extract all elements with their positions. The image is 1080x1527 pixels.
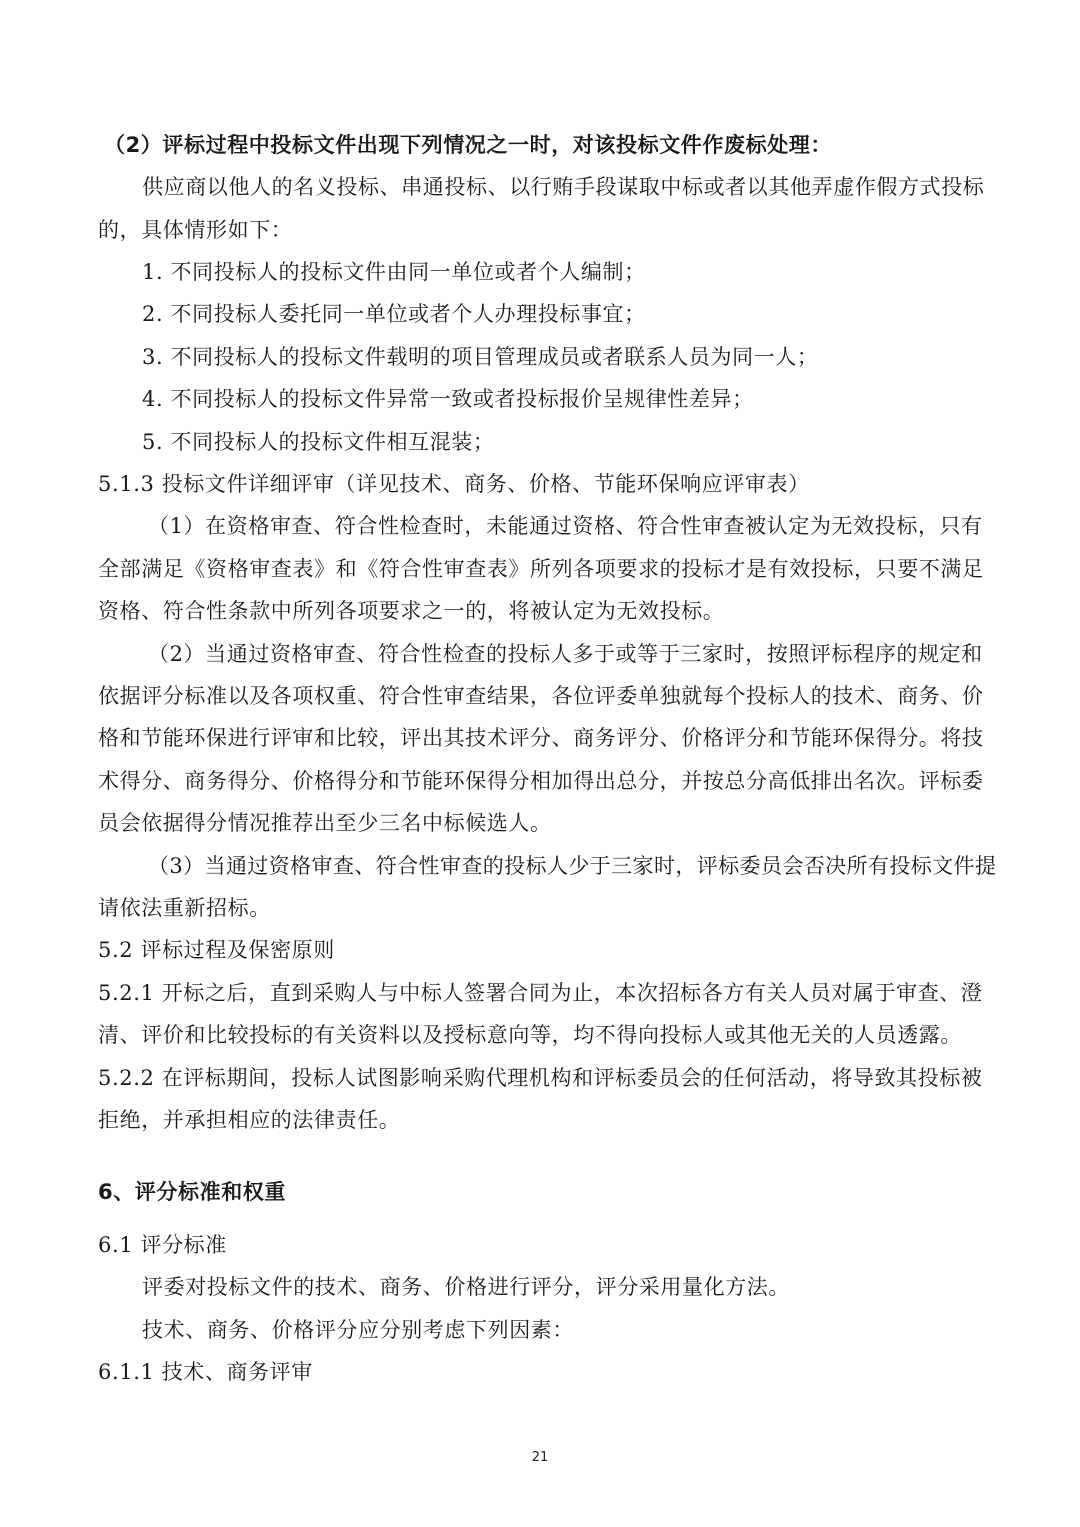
paragraph-line: 员会依据得分情况推荐出至少三名中标候选人。 [98, 811, 552, 835]
section-heading-6-1-1: 6.1.1 技术、商务评审 [98, 1360, 313, 1384]
paragraph-line: 依据评分标准以及各项权重、符合性审查结果，各位评委单独就每个投标人的技术、商务、价 [98, 684, 984, 708]
paragraph-line: 技术、商务、价格评分应分别考虑下列因素： [142, 1318, 574, 1342]
list-item: 2. 不同投标人委托同一单位或者个人办理投标事宜； [142, 302, 646, 326]
list-item: 1. 不同投标人的投标文件由同一单位或者个人编制； [142, 260, 646, 284]
paragraph-line: 格和节能环保进行评审和比较，评出其技术评分、商务评分、价格评分和节能环保得分。将技 [98, 726, 984, 750]
paragraph-line: （2）当通过资格审查、符合性检查的投标人多于或等于三家时，按照评标程序的规定和 [148, 642, 983, 666]
clause-2-heading: （2）评标过程中投标文件出现下列情况之一时，对该投标文件作废标处理： [104, 133, 833, 157]
list-item: 4. 不同投标人的投标文件异常一致或者投标报价呈规律性差异； [142, 387, 754, 411]
list-item: 5. 不同投标人的投标文件相互混装； [142, 430, 495, 454]
list-item: 3. 不同投标人的投标文件载明的项目管理成员或者联系人员为同一人； [142, 345, 819, 369]
page-number: 21 [531, 1450, 549, 1465]
paragraph-line: 请依法重新招标。 [98, 896, 271, 920]
section-heading-5-1-3: 5.1.3 投标文件详细评审（详见技术、商务、价格、节能环保响应评审表） [98, 472, 810, 496]
paragraph-line: 术得分、商务得分、价格得分和节能环保得分相加得出总分，并按总分高低排出名次。评标委 [98, 769, 984, 793]
paragraph-line: 5.2.1 开标之后，直到采购人与中标人签署合同为止，本次招标各方有关人员对属于审查、澄 [98, 981, 983, 1005]
paragraph-line: 的，具体情形如下： [98, 218, 293, 242]
paragraph-line: 5.2.2 在评标期间，投标人试图影响采购代理机构和评标委员会的任何活动，将导致其投标被 [98, 1066, 983, 1090]
section-heading-5-2: 5.2 评标过程及保密原则 [98, 938, 335, 962]
section-heading-6: 6、评分标准和权重 [98, 1180, 287, 1204]
paragraph-line: 资格、符合性条款中所列各项要求之一的，将被认定为无效投标。 [98, 599, 725, 623]
paragraph-line: 拒绝，并承担相应的法律责任。 [98, 1108, 401, 1132]
paragraph-line: 全部满足《资格审查表》和《符合性审查表》所列各项要求的投标才是有效投标，只要不满足 [98, 557, 984, 581]
paragraph-line: 评委对投标文件的技术、商务、价格进行评分，评分采用量化方法。 [142, 1275, 790, 1299]
section-heading-6-1: 6.1 评分标准 [98, 1233, 227, 1257]
paragraph-line: （1）在资格审查、符合性检查时，未能通过资格、符合性审查被认定为无效投标，只有 [148, 514, 983, 538]
paragraph-line: （3）当通过资格审查、符合性审查的投标人少于三家时，评标委员会否决所有投标文件提 [148, 854, 997, 878]
paragraph-line: 清、评价和比较投标的有关资料以及授标意向等，均不得向投标人或其他无关的人员透露。 [98, 1023, 962, 1047]
paragraph-line: 供应商以他人的名义投标、串通投标、以行贿手段谋取中标或者以其他弄虚作假方式投标 [142, 175, 985, 199]
